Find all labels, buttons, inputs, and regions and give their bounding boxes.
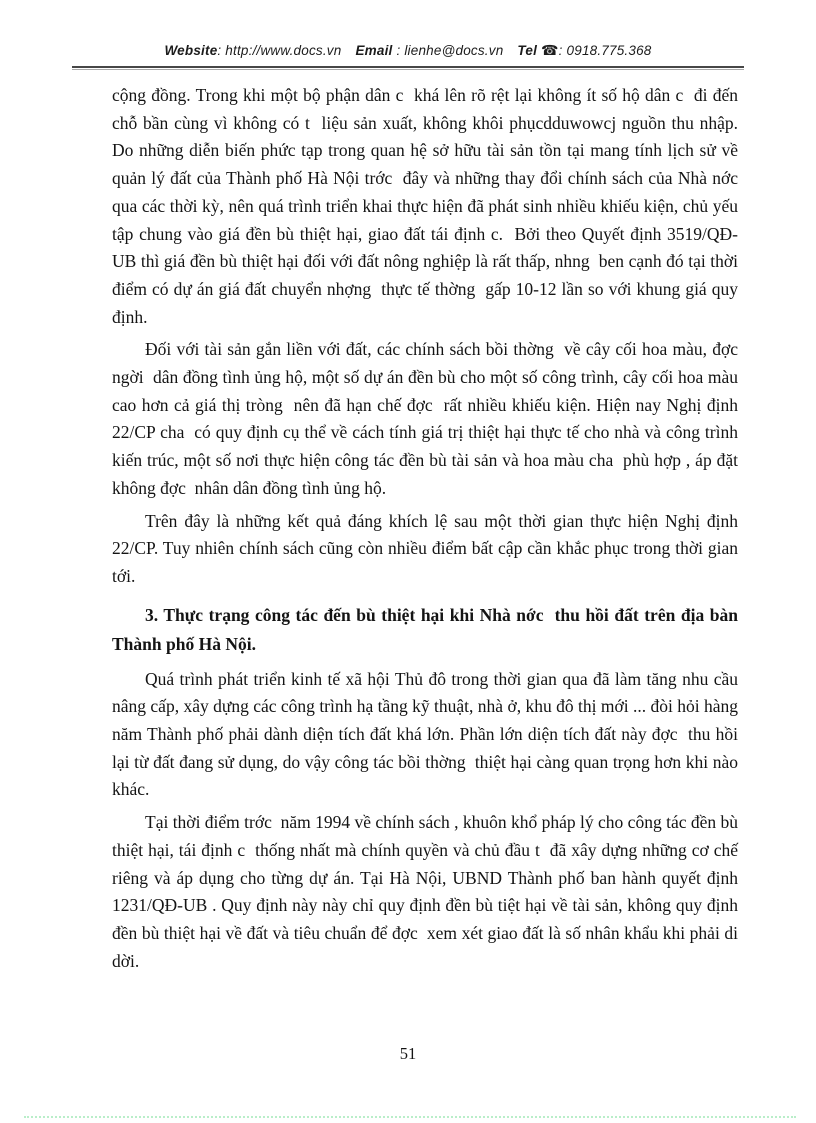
footer-dotted-divider	[24, 1116, 796, 1118]
tel-value: : 0918.775.368	[558, 43, 652, 58]
header-divider	[72, 66, 744, 70]
tel-label: Tel	[517, 43, 538, 58]
document-body	[112, 82, 747, 980]
paragraph: Tại thời điểm trớc năm 1994 về chính sách , khuôn khổ pháp lý cho công tác đền bù thiệt hại, tái định c thống nhất mà chính quyền và chủ đầu t đã xây dựng những cơ chế riêng và áp dụng cho từng dự án. Tại Hà Nội, UBND Thành phố ban hành quyết định 1231/QĐ-UB . Quy định này này chỉ quy định đền bù tiệt hại về tài sản, không quy định đền bù thiệt hại về đất và tiêu chuẩn để đợc xem xét giao đất là số nhân khẩu khi phải di dời.	[112, 812, 743, 971]
page-number: 51	[399, 1044, 417, 1063]
paragraph: Quá trình phát triển kinh tế xã hội Thủ đô trong thời gian qua đã làm tăng nhu cầu nâng cấp, xây dựng các công trình hạ tầng kỹ thuật, nhà ở, khu đô thị mới ... đòi hỏi hàng năm Thành phố phải dành diện tích đất khá lớn. Phần lớn diện tích đất này đợc thu hồi lại từ đất đang sử dụng, do vậy công tác bồi thờng thiệt hại càng quan trọng hơn khi nào khác.	[112, 668, 743, 800]
section-heading: 3. Thực trạng công tác đến bù thiệt hại khi Nhà nớc thu hồi đất trên địa bàn Thành phố Hà Nội.	[112, 604, 743, 654]
website-value: : http://www.docs.vn	[217, 43, 342, 58]
website-label: Website	[164, 43, 218, 58]
paragraph-continuation: cộng đồng. Trong khi một bộ phận dân c khá lên rõ rệt lại không ít số hộ dân c đi đến chỗ bần cùng vì không có t liệu sản xuất, không khôi phụcdduwowcj nguồn thu nhập. Do những diễn biến phức tạp trong quan hệ sở hữu tài sản tồn tại mang tính lịch sử về quản lý đất của Thành phố Hà Nội trớc đây và những thay đổi chính sách của Nhà nớc qua các thời kỳ, nên quá trình triển khai thực hiện đã phát sinh nhiều khiếu kiện, chủ yếu tập chung vào giá đền bù thiệt hại, giao đất tái định c. Bởi theo Quyết định 3519/QĐ-UB thì giá đền bù thiệt hại đối với đất nông nghiệp là rất thấp, nhng ben cạnh đó tại thời điểm có dự án giá đất chuyển nhợng thực tế thờng gấp 10-12 lần so với khung giá quy định.	[112, 85, 747, 327]
paragraph: Đối với tài sản gắn liền với đất, các chính sách bồi thờng về cây cối hoa màu, đợc ngời dân đồng tình ủng hộ, một số dự án đền bù cho một số công trình, cây cối hoa màu cao hơn cả giá thị tròng nên đã hạn chế đợc rất nhiều khiếu kiện. Hiện nay Nghị định 22/CP cha có quy định cụ thể về cách tính giá trị thiệt hại thực tế cho nhà và công trình kiến trúc, một số nơi thực hiện công tác đền bù tài sản và hoa màu cha phù hợp , áp đặt không đợc nhân dân đồng tình ủng hộ.	[112, 339, 747, 498]
email-value: : lienhe@docs.vn	[396, 43, 504, 58]
phone-icon: ☎	[540, 42, 559, 58]
paragraph: Trên đây là những kết quả đáng khích lệ sau một thời gian thực hiện Nghị định 22/CP. Tuy nhiên chính sách cũng còn nhiều điểm bất cập cần khắc phục trong thời gian tới.	[112, 510, 743, 586]
email-label: Email	[355, 43, 393, 58]
page-header	[0, 42, 816, 59]
